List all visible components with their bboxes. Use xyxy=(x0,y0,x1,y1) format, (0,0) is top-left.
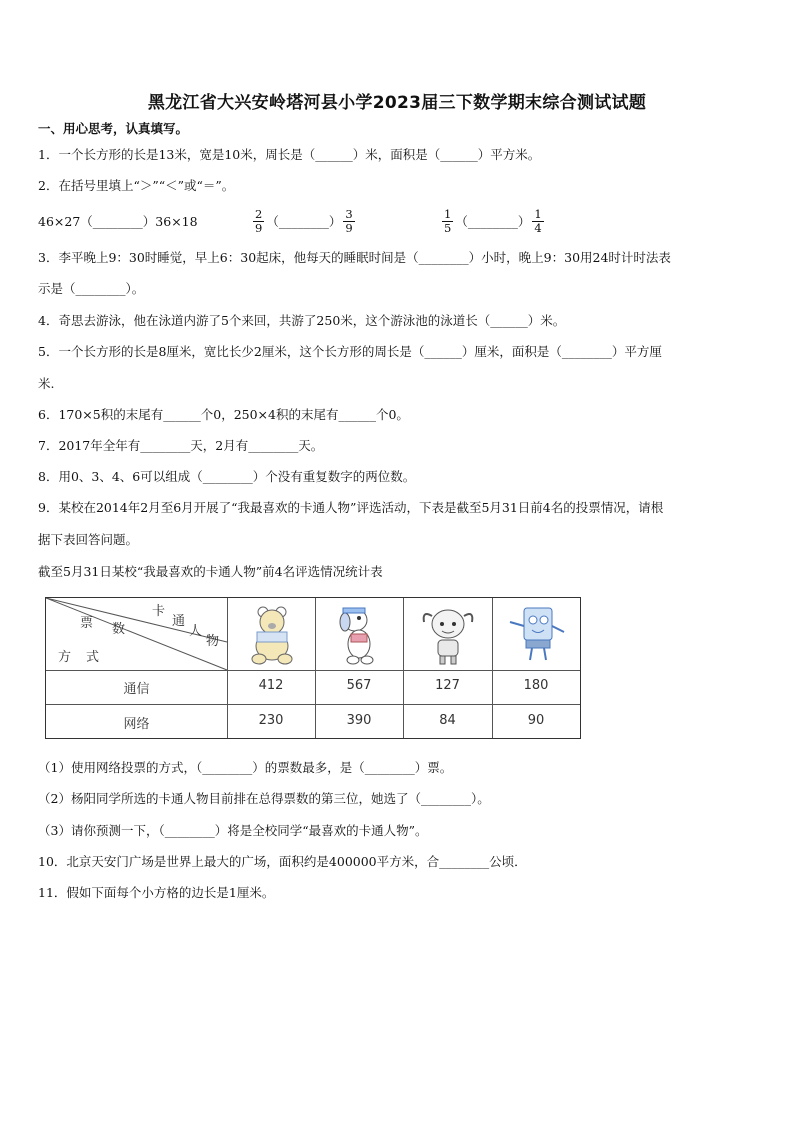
header-char: 通 xyxy=(172,614,186,629)
table-caption: 截至5月31日某校“我最喜欢的卡通人物”前4名评选情况统计表 xyxy=(38,564,383,579)
section-heading: 一、用心思考，认真填写。 xyxy=(38,121,189,136)
numerator: 3 xyxy=(345,206,353,221)
table-cell: 127 xyxy=(435,678,460,693)
table-cell: 84 xyxy=(439,713,456,728)
header-char: 物 xyxy=(206,634,220,649)
question-9-sub-3: （3）请你预测一下，（________）将是全校同学“最喜欢的卡通人物”。 xyxy=(38,823,428,838)
fraction xyxy=(253,208,264,235)
q2-item-a-text: 46×27（________）36×18 xyxy=(38,214,198,229)
page-title: 黑龙江省大兴安岭塔河县小学2023届三下数学期末综合测试试题 xyxy=(147,93,647,113)
numerator: 2 xyxy=(255,206,263,221)
numerator: 1 xyxy=(534,206,542,221)
denominator: 4 xyxy=(534,220,542,235)
header-char: 方 xyxy=(58,650,72,665)
fraction xyxy=(442,208,453,235)
goat-icon xyxy=(418,602,478,666)
fraction xyxy=(343,208,354,235)
table-cell: 390 xyxy=(346,713,372,728)
question-11: 11．假如下面每个小方格的边长是1厘米。 xyxy=(38,885,275,900)
dog-icon xyxy=(331,602,389,666)
row-label: 通信 xyxy=(123,682,150,697)
question-8: 8．用0、3、4、6可以组成（________）个没有重复数字的两位数。 xyxy=(38,469,416,484)
table-cell: 567 xyxy=(346,678,372,693)
question-10: 10．北京天安门广场是世界上最大的广场，面积约是400000平方米，合________公顷． xyxy=(38,854,527,869)
question-9-line-1: 9．某校在2014年2月至6月开展了“我最喜欢的卡通人物”评选活动，下表是截至5月31日前4名的投票情况，请根 xyxy=(38,500,664,515)
table-divider xyxy=(46,704,580,705)
header-char: 人 xyxy=(189,624,203,639)
question-5-line-1: 5．一个长方形的长是8厘米，宽比长少2厘米，这个长方形的周长是（______）厘米，面积是（________）平方厘 xyxy=(38,344,662,359)
table-cell: 180 xyxy=(523,678,549,693)
question-9-line-2: 据下表回答问题。 xyxy=(38,532,139,547)
denominator: 9 xyxy=(345,220,353,235)
question-2: 2．在括号里填上“＞”“＜”或“＝”。 xyxy=(38,178,235,193)
denominator: 5 xyxy=(444,220,452,235)
q2-item-b xyxy=(251,203,357,239)
question-4: 4．奇思去游泳，他在泳道内游了5个来回，共游了250米，这个游泳池的泳道长（______）米。 xyxy=(38,313,566,328)
row-label: 网络 xyxy=(123,717,150,732)
numerator: 1 xyxy=(444,206,452,221)
answer-blank: （________） xyxy=(455,214,531,229)
header-char: 式 xyxy=(86,650,100,665)
answer-blank: （________） xyxy=(266,214,342,229)
question-5-line-2: 米. xyxy=(38,376,55,391)
table-cell: 90 xyxy=(527,713,545,728)
header-char: 卡 xyxy=(152,604,166,619)
vote-table xyxy=(45,597,581,739)
question-9-sub-2: （2）杨阳同学所选的卡通人物目前排在总得票数的第三位，她选了（________）。 xyxy=(38,791,490,806)
fraction xyxy=(532,208,543,235)
sponge-icon xyxy=(504,602,570,666)
question-6: 6．170×5积的末尾有______个0，250×4积的末尾有______个0。 xyxy=(38,407,409,422)
question-3-line-2: 示是（________）。 xyxy=(38,281,145,296)
question-7: 7．2017年全年有________天，2月有________天。 xyxy=(38,438,324,453)
question-1: 1．一个长方形的长是13米，宽是10米，周长是（______）米，面积是（______）平方米。 xyxy=(38,147,541,162)
header-char: 票 xyxy=(80,616,94,631)
table-cell: 412 xyxy=(258,678,284,693)
q2-item-c xyxy=(440,203,546,239)
q2-item-a xyxy=(38,203,198,239)
question-3-line-1: 3．李平晚上9：30时睡觉，早上6：30起床，他每天的睡眠时间是（________）小时，晚上9：30用24时计时法表 xyxy=(38,250,671,265)
table-cell: 230 xyxy=(258,713,284,728)
bear-icon xyxy=(241,602,303,666)
question-9-sub-1: （1）使用网络投票的方式，（________）的票数最多，是（________）票。 xyxy=(38,760,453,775)
header-char: 数 xyxy=(112,622,126,637)
denominator: 9 xyxy=(255,220,263,235)
